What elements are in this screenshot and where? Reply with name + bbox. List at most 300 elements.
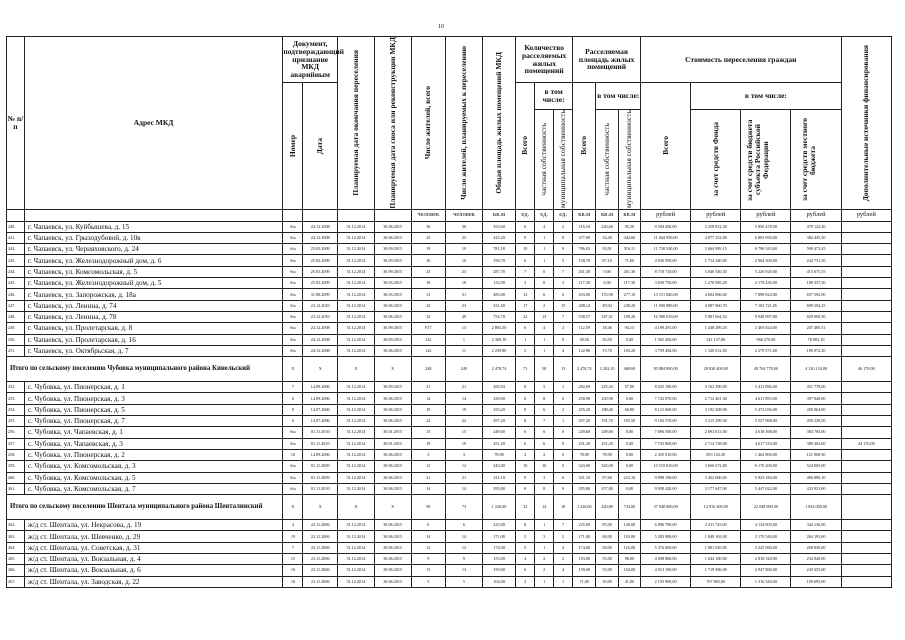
- value-cell: 14.09.2006: [303, 382, 338, 393]
- value-cell: 30,50: [573, 334, 596, 345]
- value-cell: 24.12.2008: [303, 323, 338, 334]
- value-cell: 2 369,10: [482, 334, 515, 345]
- value-cell: 2 202,10: [596, 357, 618, 382]
- value-cell: 343,00: [573, 461, 596, 472]
- table-row: [7, 449, 892, 460]
- value-cell: 420,80: [596, 495, 618, 520]
- value-cell: 5 283 980,00: [641, 531, 691, 542]
- table-row: [7, 404, 892, 415]
- table-row: [7, 472, 892, 483]
- value-cell: [841, 542, 891, 553]
- address-cell: г. Чапаевск, ул. Октябрьская, д. 7: [24, 345, 283, 356]
- value-cell: 2 478,74: [482, 357, 515, 382]
- value-cell: 8: [516, 483, 535, 494]
- value-cell: 01.11.2010: [303, 483, 338, 494]
- value-cell: 30.06.2015: [374, 311, 411, 322]
- value-cell: 30.06.2015: [374, 393, 411, 404]
- value-cell: 22.11.2006: [303, 531, 338, 542]
- value-cell: 9 948 997,80: [741, 311, 791, 322]
- value-cell: 295,80: [482, 483, 515, 494]
- unit-cell: ед.: [516, 209, 535, 221]
- value-cell: 55,00: [596, 554, 618, 565]
- value-cell: 12 916 300,00: [691, 495, 741, 520]
- value-cell: 0: [554, 438, 573, 449]
- value-cell: 2: [554, 554, 573, 565]
- value-cell: 8: [554, 232, 573, 243]
- value-cell: 104,00: [618, 565, 640, 576]
- value-cell: 4: [554, 542, 573, 553]
- unit-cell: рублей: [741, 209, 791, 221]
- value-cell: 112,59: [573, 323, 596, 334]
- value-cell: 250,90: [573, 393, 596, 404]
- value-cell: 30.06.2015: [374, 345, 411, 356]
- value-cell: 2 714 728,00: [691, 438, 741, 449]
- value-cell: 316,10: [573, 221, 596, 232]
- value-cell: 31.12.2014: [337, 542, 374, 553]
- value-cell: 5: [516, 345, 535, 356]
- value-cell: 321,10: [573, 472, 596, 483]
- value-cell: 3 650 750,00: [641, 278, 691, 289]
- value-cell: 31.12.2014: [337, 520, 374, 531]
- value-cell: 4 913 100,00: [641, 565, 691, 576]
- value-cell: 21: [411, 382, 446, 393]
- value-cell: 8: [535, 483, 554, 494]
- row-number: 240.: [7, 221, 25, 232]
- address-cell: с. Чубовка, ул. Пионерская, д. 5: [24, 404, 283, 415]
- value-cell: 8 025 180,00: [641, 382, 691, 393]
- value-cell: 31.12.2014: [337, 461, 374, 472]
- value-cell: 7 898 824,00: [741, 289, 791, 300]
- value-cell: 0,00: [618, 449, 640, 460]
- value-cell: 6: [516, 427, 535, 438]
- value-cell: 1: [535, 345, 554, 356]
- value-cell: 6 170 200,00: [741, 461, 791, 472]
- value-cell: 31.12.2014: [337, 472, 374, 483]
- value-cell: 4 199 291,00: [641, 323, 691, 334]
- row-number: 244.: [7, 266, 25, 277]
- value-cell: 9 058 420,00: [641, 483, 691, 494]
- value-cell: 30.06.2015: [374, 520, 411, 531]
- value-cell: 14: [446, 483, 483, 494]
- value-cell: 2 693 613,00: [691, 427, 741, 438]
- value-cell: 3 192 308,00: [691, 404, 741, 415]
- unit-cell: ед.: [535, 209, 554, 221]
- row-number: 256.: [7, 427, 25, 438]
- value-cell: 5: [535, 382, 554, 393]
- value-cell: 3 258 852,30: [691, 221, 741, 232]
- value-cell: б/н: [283, 278, 303, 289]
- value-cell: 104,00: [482, 576, 515, 587]
- header-total-area: Общая площадь жилых помещений МКД: [494, 51, 504, 194]
- value-cell: 1 270 985,20: [691, 278, 741, 289]
- table-row: [7, 483, 892, 494]
- row-number: 262.: [7, 520, 25, 531]
- value-cell: 458 064,00: [791, 404, 841, 415]
- value-cell: 30.06.2015: [374, 565, 411, 576]
- value-cell: 8: [283, 404, 303, 415]
- address-cell: г. Чапаевск, ул. Пролетарская, д. 8: [24, 323, 283, 334]
- value-cell: 36: [446, 221, 483, 232]
- value-cell: 9 898 190,00: [641, 472, 691, 483]
- value-cell: 85 884 890,00: [641, 357, 691, 382]
- value-cell: 5 923 184,00: [741, 472, 791, 483]
- value-cell: 5 981 664,54: [691, 311, 741, 322]
- header-regional: за счет средств бюджета субъекта Российской Федерации: [744, 118, 770, 201]
- header-doc-number: Номер: [287, 134, 297, 157]
- value-cell: 103,00: [618, 531, 640, 542]
- value-cell: 188,40: [596, 404, 618, 415]
- address-cell: с. Чубовка, ул. Комсомольская, д. 7: [24, 483, 283, 494]
- value-cell: 282,94: [482, 382, 515, 393]
- value-cell: 14: [446, 531, 483, 542]
- value-cell: 261,30: [618, 266, 640, 277]
- value-cell: 7: [283, 542, 303, 553]
- address-cell: ж/д ст. Шентала, ул. Советская, д. 31: [24, 542, 283, 553]
- value-cell: [841, 382, 891, 393]
- value-cell: 524 005,00: [791, 461, 841, 472]
- value-cell: 5 376 600,00: [641, 542, 691, 553]
- value-cell: 6: [535, 289, 554, 300]
- subtotal-label: Итого по сельскому поселению Чубовка муниципального района Кинельский: [7, 357, 283, 382]
- value-cell: 21: [411, 472, 446, 483]
- header-num: № п/п: [7, 37, 25, 210]
- value-cell: 14: [411, 531, 446, 542]
- value-cell: б/н: [283, 345, 303, 356]
- value-cell: 94,13: [618, 323, 640, 334]
- value-cell: 31.12.2014: [337, 531, 374, 542]
- value-cell: 23.11.2006: [303, 576, 338, 587]
- value-cell: 25: [446, 232, 483, 243]
- value-cell: 32: [516, 495, 535, 520]
- value-cell: 4 087 860,70: [691, 300, 741, 311]
- value-cell: 853 102,50: [691, 449, 741, 460]
- value-cell: 1 226,00: [482, 495, 515, 520]
- value-cell: 103,26: [618, 345, 640, 356]
- value-cell: 30.03.2015: [374, 278, 411, 289]
- unit-cell: человек: [446, 209, 483, 221]
- value-cell: 30.06.2015: [374, 461, 411, 472]
- value-cell: 24.12.2008: [303, 334, 338, 345]
- value-cell: 10 510 810,00: [641, 461, 691, 472]
- value-cell: 5 447 022,00: [741, 483, 791, 494]
- header-planned-demolish: Планируемая дата сноса или реконструкции МКД: [387, 37, 397, 209]
- row-number: 252.: [7, 382, 25, 393]
- header-cost-incl: в том числе:: [691, 83, 841, 110]
- value-cell: б/н: [283, 266, 303, 277]
- value-cell: 234 840,00: [791, 554, 841, 565]
- value-cell: 31.12.2014: [337, 266, 374, 277]
- value-cell: 2 818 320,00: [741, 554, 791, 565]
- row-number: 249.: [7, 323, 25, 334]
- value-cell: 10: [516, 244, 535, 255]
- value-cell: 6: [411, 520, 446, 531]
- address-cell: г. Чапаевск, ул. Железнодорожный дом, д. 6: [24, 255, 283, 266]
- value-cell: [841, 300, 891, 311]
- value-cell: 142: [411, 345, 446, 356]
- value-cell: 30.06.2015: [374, 232, 411, 243]
- value-cell: 10: [535, 461, 554, 472]
- value-cell: 0: [554, 334, 573, 345]
- unit-cell: человек: [411, 209, 446, 221]
- value-cell: 6 896 780,00: [641, 520, 691, 531]
- value-cell: 12: [446, 542, 483, 553]
- value-cell: 397 840,00: [791, 393, 841, 404]
- value-cell: 7 696 500,00: [641, 427, 691, 438]
- value-cell: 1 438 289,20: [691, 323, 741, 334]
- value-cell: 7 722 870,00: [641, 393, 691, 404]
- value-cell: 0: [535, 278, 554, 289]
- value-cell: 3: [554, 278, 573, 289]
- value-cell: 71: [516, 357, 535, 382]
- value-cell: 3: [516, 278, 535, 289]
- value-cell: 25.02.2009: [303, 255, 338, 266]
- value-cell: 30,50: [596, 334, 618, 345]
- value-cell: 14.07.2006: [303, 416, 338, 427]
- value-cell: 1 462 806,00: [741, 449, 791, 460]
- value-cell: 132,90: [482, 278, 515, 289]
- value-cell: 3 040 540,30: [691, 266, 741, 277]
- header-cost-group: Стоимость переселения граждан: [641, 37, 842, 83]
- address-cell: г. Чапаевск, ул. Комсомольская, д. 5: [24, 266, 283, 277]
- value-cell: 590 473,45: [791, 244, 841, 255]
- value-cell: 158,70: [573, 255, 596, 266]
- value-cell: 415 675,55: [791, 266, 841, 277]
- value-cell: 423,20: [482, 232, 515, 243]
- value-cell: 98,00: [618, 554, 640, 565]
- table-row: [7, 334, 892, 345]
- header-residents-planned: Число жителей, планируемых к переселению: [459, 45, 468, 200]
- value-cell: 4 120 134,00: [791, 357, 841, 382]
- value-cell: 31.12.2014: [337, 565, 374, 576]
- value-cell: б/н: [283, 300, 303, 311]
- value-cell: 18: [411, 278, 446, 289]
- address-cell: с. Чубовка, ул. Чапаевская, д. 1: [24, 427, 283, 438]
- row-number: 247.: [7, 300, 25, 311]
- table-row: [7, 232, 892, 243]
- value-cell: 297,20: [482, 416, 515, 427]
- header-area-group: Расселяемая площадь жилых помещений: [573, 37, 641, 83]
- address-cell: г. Чапаевск, ул. Куйбышева, д. 15: [24, 221, 283, 232]
- value-cell: 5: [516, 531, 535, 542]
- value-cell: 22 048 900,00: [741, 495, 791, 520]
- value-cell: 4: [283, 520, 303, 531]
- value-cell: 171,00: [573, 531, 596, 542]
- value-cell: 57,00: [618, 382, 640, 393]
- unit-cell: кв.м: [618, 209, 640, 221]
- value-cell: 01.11.2009: [303, 472, 338, 483]
- value-cell: 3 664 985,15: [691, 244, 741, 255]
- value-cell: 3 170 540,00: [741, 531, 791, 542]
- table-row: [7, 255, 892, 266]
- value-cell: 9 184 570,00: [641, 416, 691, 427]
- value-cell: 4: [535, 221, 554, 232]
- value-cell: 189,26: [618, 311, 640, 322]
- header-document: Документ, подтверждающий признание МКД аварийным: [283, 37, 338, 83]
- header-area-private: частная собственность: [602, 123, 612, 196]
- value-cell: 3 162 390,00: [691, 382, 741, 393]
- value-cell: 49 764 778,00: [741, 357, 791, 382]
- value-cell: 31.08.2009: [303, 289, 338, 300]
- value-cell: 22: [516, 311, 535, 322]
- value-cell: 1: [535, 520, 554, 531]
- value-cell: 18: [283, 576, 303, 587]
- value-cell: 0,00: [596, 278, 618, 289]
- value-cell: 1: [554, 576, 573, 587]
- value-cell: 2 478,74: [573, 357, 596, 382]
- value-cell: 3 177 647,00: [691, 483, 741, 494]
- value-cell: 0: [554, 461, 573, 472]
- value-cell: 174,00: [573, 542, 596, 553]
- value-cell: 13 151 840,00: [641, 289, 691, 300]
- value-cell: 0: [554, 427, 573, 438]
- value-cell: 4 618 468,00: [741, 427, 791, 438]
- value-cell: 496 890,10: [791, 472, 841, 483]
- value-cell: 31.12.2014: [337, 404, 374, 415]
- value-cell: 23.11.2006: [303, 565, 338, 576]
- value-cell: 49: [446, 311, 483, 322]
- value-cell: 171,00: [482, 531, 515, 542]
- table-row: [7, 542, 892, 553]
- value-cell: 31.12.2014: [337, 334, 374, 345]
- unit-cell: кв.м: [482, 209, 515, 221]
- value-cell: б/н: [283, 289, 303, 300]
- value-cell: 17: [516, 300, 535, 311]
- value-cell: [841, 461, 891, 472]
- value-cell: 248: [411, 357, 446, 382]
- header-count-incl: в том числе:: [535, 83, 573, 110]
- unit-cell: ед.: [554, 209, 573, 221]
- value-cell: 0,00: [618, 427, 640, 438]
- value-cell: X: [283, 495, 303, 520]
- value-cell: 78,90: [482, 449, 515, 460]
- value-cell: 6: [516, 565, 535, 576]
- value-cell: 46 178,00: [841, 357, 891, 382]
- value-cell: 16 580 010,00: [641, 311, 691, 322]
- row-number: 242.: [7, 244, 25, 255]
- value-cell: 2 803,30: [482, 323, 515, 334]
- value-cell: 5: [554, 255, 573, 266]
- row-number: 243.: [7, 255, 25, 266]
- value-cell: F17: [411, 323, 446, 334]
- value-cell: 353,60: [482, 221, 515, 232]
- value-cell: 30.09.2015: [374, 244, 411, 255]
- value-cell: 15: [411, 427, 446, 438]
- value-cell: 3 225 960,00: [741, 542, 791, 553]
- value-cell: 389 404,00: [791, 438, 841, 449]
- value-cell: [841, 232, 891, 243]
- value-cell: [841, 531, 891, 542]
- value-cell: 255,20: [482, 404, 515, 415]
- value-cell: 189 972,20: [791, 345, 841, 356]
- value-cell: 31.12.2014: [337, 221, 374, 232]
- address-cell: г. Чапаевск, ул. Запорожская, д. 18а: [24, 289, 283, 300]
- value-cell: 6: [516, 221, 535, 232]
- value-cell: б/н: [283, 323, 303, 334]
- value-cell: 189 337,50: [791, 278, 841, 289]
- value-cell: 342,60: [618, 232, 640, 243]
- value-cell: 9 594 450,00: [641, 221, 691, 232]
- value-cell: 3 759 494,00: [641, 345, 691, 356]
- value-cell: 1 316 340,00: [741, 576, 791, 587]
- page-number: 10: [438, 24, 444, 30]
- value-cell: 1 320 012,00: [691, 345, 741, 356]
- value-cell: 14: [535, 495, 554, 520]
- value-cell: 16: [283, 565, 303, 576]
- value-cell: 22.11.2006: [303, 520, 338, 531]
- value-cell: 451 778,00: [791, 382, 841, 393]
- value-cell: 99: [411, 495, 446, 520]
- value-cell: 31.12.2014: [337, 438, 374, 449]
- value-cell: 2: [516, 449, 535, 460]
- value-cell: X: [337, 495, 374, 520]
- value-cell: 5: [411, 576, 446, 587]
- address-cell: г. Чапаевск, ул. Пролетарская, д. 16: [24, 334, 283, 345]
- value-cell: 19: [446, 244, 483, 255]
- value-cell: 4: [535, 323, 554, 334]
- value-cell: 9: [516, 472, 535, 483]
- value-cell: 0: [554, 393, 573, 404]
- value-cell: 30.09.2015: [374, 266, 411, 277]
- value-cell: 4 077 252,00: [691, 232, 741, 243]
- value-cell: 11 900 880,00: [641, 300, 691, 311]
- unit-cell: кв.м: [573, 209, 596, 221]
- value-cell: 14.07.2006: [303, 404, 338, 415]
- value-cell: 31.12.2014: [337, 323, 374, 334]
- value-cell: 6: [283, 393, 303, 404]
- value-cell: б/н: [283, 461, 303, 472]
- value-cell: 25.03.2009: [303, 278, 338, 289]
- value-cell: [841, 289, 891, 300]
- value-cell: 6: [554, 472, 573, 483]
- value-cell: X: [283, 357, 303, 382]
- value-cell: 2 947 860,00: [741, 565, 791, 576]
- value-cell: 344 136,00: [791, 520, 841, 531]
- value-cell: 153,00: [482, 554, 515, 565]
- value-cell: [841, 255, 891, 266]
- value-cell: 30.06.2015: [374, 449, 411, 460]
- value-cell: 71,60: [618, 255, 640, 266]
- value-cell: 22.11.2006: [303, 542, 338, 553]
- value-cell: 2 435 010,00: [641, 449, 691, 460]
- value-cell: 7 745 860,00: [641, 438, 691, 449]
- value-cell: 24.12.2008: [303, 345, 338, 356]
- value-cell: 377,00: [573, 232, 596, 243]
- value-cell: [841, 311, 891, 322]
- value-cell: 1: [535, 255, 554, 266]
- value-cell: 968 270,00: [741, 334, 791, 345]
- value-cell: 0,00: [618, 483, 640, 494]
- value-cell: 4: [516, 554, 535, 565]
- value-cell: 19: [411, 438, 446, 449]
- value-cell: б/н: [283, 427, 303, 438]
- value-cell: 0,00: [618, 438, 640, 449]
- value-cell: 31.12.2014: [337, 483, 374, 494]
- value-cell: X: [374, 357, 411, 382]
- value-cell: [841, 393, 891, 404]
- value-cell: 1 849 165,00: [691, 531, 741, 542]
- value-cell: 159,00: [573, 565, 596, 576]
- value-cell: 7: [516, 266, 535, 277]
- unit-cell: рублей: [791, 209, 841, 221]
- value-cell: 2 712 461,30: [691, 393, 741, 404]
- value-cell: 31.12.2014: [337, 416, 374, 427]
- header-residents: Число жителей, всего: [423, 86, 433, 160]
- value-cell: 3: [535, 531, 554, 542]
- value-cell: 657 592,00: [791, 289, 841, 300]
- value-cell: 2 279 571,60: [741, 345, 791, 356]
- address-cell: ж/д ст. Шентала, ул. Некрасова, д. 19: [24, 520, 283, 531]
- value-cell: 251,20: [596, 438, 618, 449]
